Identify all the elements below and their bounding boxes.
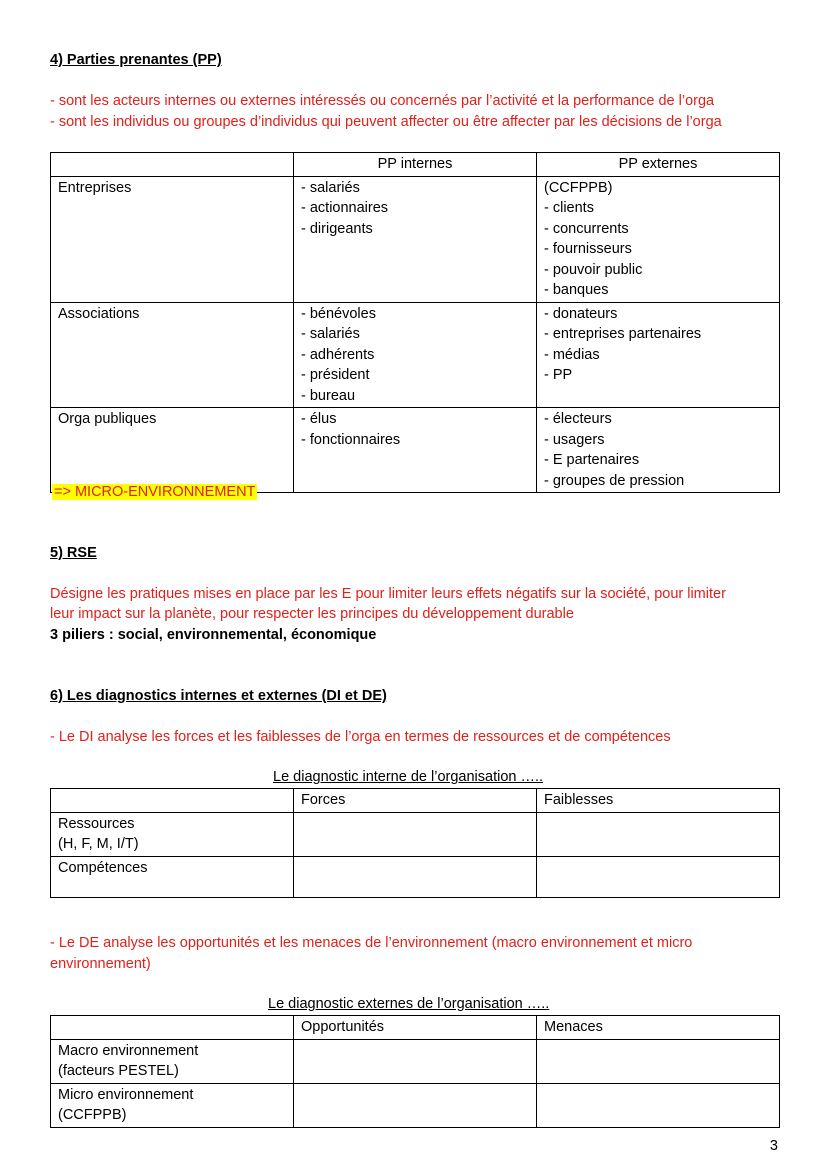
pp-table-header-externes: PP externes — [537, 153, 780, 177]
row-label — [51, 1083, 294, 1127]
pp-definition-line-2: - sont les individus ou groupes d’individus qui peuvent affecter ou être affecter par les décisions de l’orga — [50, 114, 722, 130]
list-item: - médias — [544, 346, 600, 363]
di-definition-line: - Le DI analyse les forces et les faiblesses de l’orga en termes de ressources et de compétences — [50, 729, 671, 745]
section-5-heading: 5) RSE — [50, 545, 97, 561]
rse-piliers: 3 piliers : social, environnemental, économique — [50, 627, 377, 643]
list-item: - banques — [544, 282, 609, 298]
de-definition-line-1: - Le DE analyse les opportunités et les menaces de l’environnement (macro environnement et micro — [50, 935, 693, 951]
di-table-header-row — [51, 789, 780, 813]
list-item: - électeurs — [544, 411, 612, 427]
rse-definition-line-2: leur impact sur la planète, pour respecter les principes du développement durable — [50, 606, 574, 622]
list-item: - clients — [544, 200, 594, 216]
list-item: - fonctionnaires — [301, 431, 401, 448]
de-table-caption: Le diagnostic externes de l’organisation ….. — [268, 996, 550, 1012]
list-item: - pouvoir public — [544, 261, 643, 278]
empty-cell — [537, 1083, 780, 1127]
table-row — [51, 176, 780, 302]
empty-cell — [294, 812, 537, 856]
list-item: - président — [301, 367, 370, 383]
row-label — [51, 812, 294, 856]
row-label-line: (CCFPPB) — [58, 1107, 127, 1123]
rse-definition-line-1: Désigne les pratiques mises en place par les E pour limiter leurs effets négatifs sur la société, pour limiter — [50, 586, 726, 602]
externes-cell — [537, 176, 780, 302]
empty-cell — [294, 1039, 537, 1083]
empty-cell — [537, 812, 780, 856]
empty-cell — [294, 1083, 537, 1127]
internes-cell — [294, 302, 537, 408]
list-item: - adhérents — [301, 346, 375, 363]
di-header-forces: Forces — [294, 789, 537, 813]
list-item: - bénévoles — [301, 305, 376, 322]
de-table — [50, 1015, 780, 1128]
row-label — [51, 856, 294, 897]
table-row — [51, 1083, 780, 1127]
de-header-menaces: Menaces — [537, 1016, 780, 1040]
row-label-line: Ressources — [58, 815, 135, 832]
table-row — [51, 856, 780, 897]
row-label-line: Compétences — [58, 859, 148, 876]
page-number: 3 — [769, 1138, 778, 1154]
empty-cell — [294, 856, 537, 897]
micro-environnement-callout — [52, 484, 257, 500]
list-item: - fournisseurs — [544, 241, 632, 257]
list-item: - salariés — [301, 326, 360, 342]
pp-table-header-internes: PP internes — [294, 153, 537, 177]
section-6-heading: 6) Les diagnostics internes et externes (DI et DE) — [50, 688, 387, 704]
row-label-line: Micro environnement — [58, 1086, 194, 1103]
table-row — [51, 302, 780, 408]
di-header-empty — [51, 789, 294, 813]
section-4-heading: 4) Parties prenantes (PP) — [50, 52, 222, 68]
list-item: - entreprises partenaires — [544, 326, 702, 342]
pp-table-header-row — [51, 153, 780, 177]
list-item: (CCFPPB) — [544, 179, 613, 196]
row-label — [51, 1039, 294, 1083]
externes-cell — [537, 302, 780, 408]
di-table — [50, 788, 780, 898]
internes-cell — [294, 176, 537, 302]
row-label: Entreprises — [51, 176, 294, 302]
list-item: - PP — [544, 367, 573, 383]
table-row — [51, 1039, 780, 1083]
table-row — [51, 408, 780, 493]
list-item: - concurrents — [544, 220, 629, 237]
list-item: - E partenaires — [544, 452, 640, 468]
list-item: - bureau — [301, 387, 356, 404]
list-item: - dirigeants — [301, 220, 373, 237]
de-header-opportunites: Opportunités — [294, 1016, 537, 1040]
highlighted-text: => MICRO-ENVIRONNEMENT — [54, 484, 256, 500]
pp-table — [50, 152, 780, 493]
pp-definition-line-1: - sont les acteurs internes ou externes intéressés ou concernés par l’activité et la performance de l’orga — [50, 93, 715, 109]
document-page — [50, 0, 780, 1171]
pp-table-header-empty — [51, 153, 294, 177]
di-header-faiblesses: Faiblesses — [537, 789, 780, 813]
list-item: - élus — [301, 411, 337, 427]
de-table-header-row — [51, 1016, 780, 1040]
empty-cell — [537, 1039, 780, 1083]
list-item: - usagers — [544, 431, 605, 448]
table-row — [51, 812, 780, 856]
row-label-line: (H, F, M, I/T) — [58, 836, 139, 852]
di-table-caption: Le diagnostic interne de l’organisation ….. — [273, 769, 544, 785]
row-label-line: (facteurs PESTEL) — [58, 1063, 179, 1079]
list-item: - actionnaires — [301, 200, 389, 216]
externes-cell — [537, 408, 780, 493]
de-definition-line-2: environnement) — [50, 956, 151, 972]
row-label-line: Macro environnement — [58, 1042, 199, 1059]
list-item: - groupes de pression — [544, 472, 685, 489]
internes-cell — [294, 408, 537, 493]
list-item: - salariés — [301, 179, 360, 196]
row-label: Associations — [51, 302, 294, 408]
de-header-empty — [51, 1016, 294, 1040]
list-item: - donateurs — [544, 305, 618, 322]
empty-cell — [537, 856, 780, 897]
row-label: Orga publiques — [51, 408, 294, 493]
